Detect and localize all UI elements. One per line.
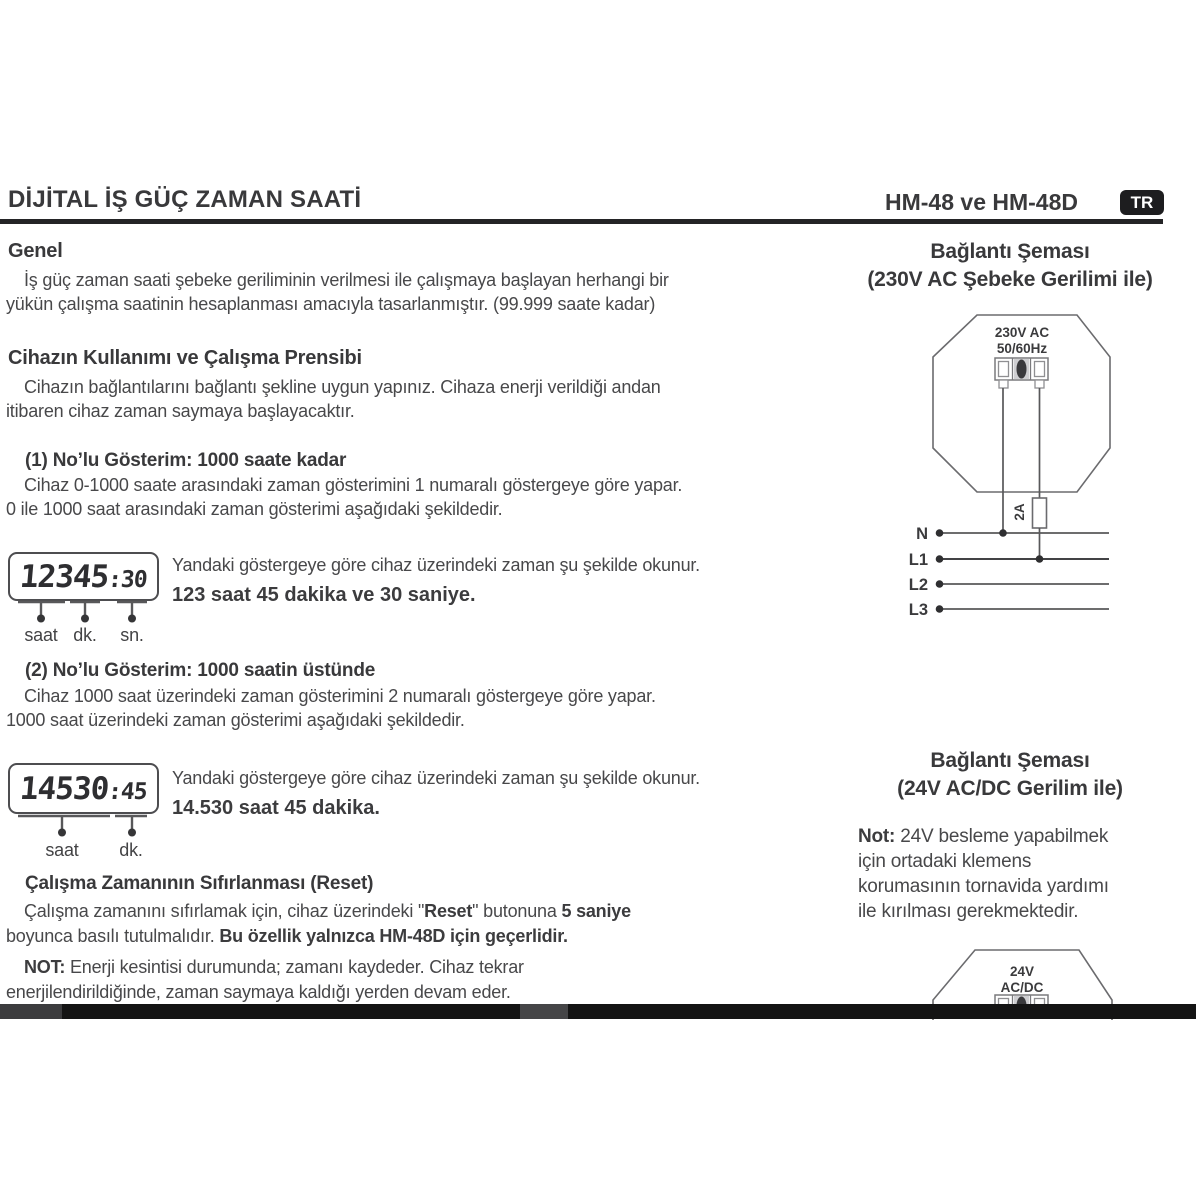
lcd-main-digits: 14530 <box>18 770 110 807</box>
model-name: HM-48 ve HM-48D <box>885 189 1078 215</box>
display2-paragraph <box>6 684 656 732</box>
lcd-value-2 <box>18 771 148 807</box>
junction-dots <box>936 529 1044 613</box>
protected-terminal-icon <box>1017 360 1027 379</box>
unit-label-minutes: dk. <box>73 625 97 645</box>
display2-read-text: Yandaki göstergeye göre cihaz üzerindeki zaman şu şekilde okunur. <box>172 768 700 788</box>
lcd-display-1 <box>8 552 159 601</box>
page-bottom-bar <box>0 1004 1196 1019</box>
bar-segment <box>0 1004 62 1019</box>
lcd-sub-digits: :45 <box>106 778 148 805</box>
display1-heading: (1) No’lu Gösterim: 1000 saate kadar <box>25 450 347 471</box>
note-paragraph <box>6 955 524 1005</box>
lcd-main-digits: 12345 <box>18 558 110 595</box>
lcd-display-2 <box>8 763 159 814</box>
header-divider <box>0 219 1163 224</box>
section-usage-heading: Cihazın Kullanımı ve Çalışma Prensibi <box>8 347 362 369</box>
note-line: korumasının tornavida yardımı <box>858 876 1109 897</box>
reset-paragraph <box>6 899 631 949</box>
terminal-label-n: N <box>916 525 928 543</box>
paragraph-line: itibaren cihaz zaman saymaya başlayacaktır. <box>6 401 355 421</box>
wiring-230v-heading <box>845 238 1175 294</box>
paragraph-line: 1000 saat üzerindeki zaman gösterimi aşağıdaki şekildedir. <box>6 710 465 730</box>
wiring-diagram-230v <box>850 300 1170 630</box>
page-title: DİJİTAL İŞ GÜÇ ZAMAN SAATİ <box>8 186 362 213</box>
bar-segment <box>520 1004 568 1019</box>
fuse-rating-label: 2A <box>1012 503 1027 521</box>
bracket-dots <box>37 615 136 623</box>
section-genel-paragraph <box>6 268 669 316</box>
wiring-24v-heading-line2: (24V AC/DC Gerilim ile) <box>897 777 1123 800</box>
paragraph-line: 0 ile 1000 saat arasındaki zaman gösterimi aşağıdaki şekildedir. <box>6 499 503 519</box>
terminal-label-l1: L1 <box>908 551 928 569</box>
supply-type-label: AC/DC <box>1000 980 1044 995</box>
paragraph-line: enerjilendirildiğinde, zaman saymaya kaldığı yerden devam eder. <box>6 982 511 1002</box>
note-line: ile kırılması gerekmektedir. <box>858 901 1079 922</box>
paragraph-line: NOT: Enerji kesintisi durumunda; zamanı kaydeder. Cihaz tekrar <box>24 957 524 977</box>
reset-heading: Çalışma Zamanının Sıfırlanması (Reset) <box>25 873 374 894</box>
wiring-230v-heading-line1: Bağlantı Şeması <box>930 240 1090 263</box>
fuse <box>1033 498 1047 528</box>
unit-label-hours: saat <box>45 840 79 860</box>
terminal-label-l2: L2 <box>908 576 928 594</box>
unit-label-minutes: dk. <box>119 840 143 860</box>
unit-label-hours: saat <box>24 625 58 645</box>
bracket-dots <box>58 829 136 837</box>
lcd-value-1 <box>18 559 148 595</box>
display2-read-value: 14.530 saat 45 dakika. <box>172 797 380 819</box>
paragraph-line: Cihaz 0-1000 saate arasındaki zaman gösterimini 1 numaralı göstergeye göre yapar. <box>24 475 683 495</box>
bracket-lines <box>18 602 147 616</box>
section-usage-paragraph <box>6 375 661 423</box>
display1-read-value: 123 saat 45 dakika ve 30 saniye. <box>172 584 476 606</box>
paragraph-line: Cihaz 1000 saat üzerindeki zaman gösterimini 2 numaralı göstergeye göre yapar. <box>24 686 656 706</box>
wiring-24v-heading-line1: Bağlantı Şeması <box>930 749 1090 772</box>
supply-voltage-label: 24V <box>1009 964 1035 979</box>
display1-read-text: Yandaki göstergeye göre cihaz üzerindeki zaman şu şekilde okunur. <box>172 555 700 575</box>
display2-brackets <box>8 813 158 839</box>
section-genel-heading: Genel <box>8 240 63 262</box>
mains-lines <box>938 533 1109 609</box>
note-line: Not: 24V besleme yapabilmek <box>858 826 1109 847</box>
display1-brackets <box>8 599 158 625</box>
paragraph-line: Cihazın bağlantılarını bağlantı şekline uygun yapınız. Cihaza enerji verildiği andan <box>24 377 661 397</box>
supply-voltage-label: 230V AC <box>994 325 1050 340</box>
wiring-230v-heading-line2: (230V AC Şebeke Gerilimi ile) <box>867 268 1153 291</box>
paragraph-line: yükün çalışma saatinin hesaplanması amacıyla tasarlanmıştır. (99.999 saate kadar) <box>6 294 656 314</box>
note-line: için ortadaki klemens <box>858 851 1032 872</box>
wiring-24v-heading <box>845 747 1175 803</box>
bracket-lines <box>18 816 147 830</box>
supply-frequency-label: 50/60Hz <box>996 341 1048 356</box>
wiring-24v-note <box>858 824 1163 924</box>
paragraph-line: Çalışma zamanını sıfırlamak için, cihaz üzerindeki "Reset" butonuna 5 saniye <box>24 901 631 921</box>
display1-paragraph <box>6 473 682 521</box>
terminal-label-l3: L3 <box>908 601 928 619</box>
paragraph-line: İş güç zaman saati şebeke geriliminin verilmesi ile çalışmaya başlayan herhangi bir <box>24 270 669 290</box>
display2-heading: (2) No’lu Gösterim: 1000 saatin üstünde <box>25 660 376 681</box>
language-badge-label: TR <box>1130 192 1154 212</box>
unit-label-seconds: sn. <box>120 625 144 645</box>
language-badge <box>1120 190 1164 215</box>
paragraph-line: boyunca basılı tutulmalıdır. Bu özellik yalnızca HM-48D için geçerlidir. <box>6 926 568 946</box>
lcd-sub-digits: :30 <box>106 566 148 593</box>
